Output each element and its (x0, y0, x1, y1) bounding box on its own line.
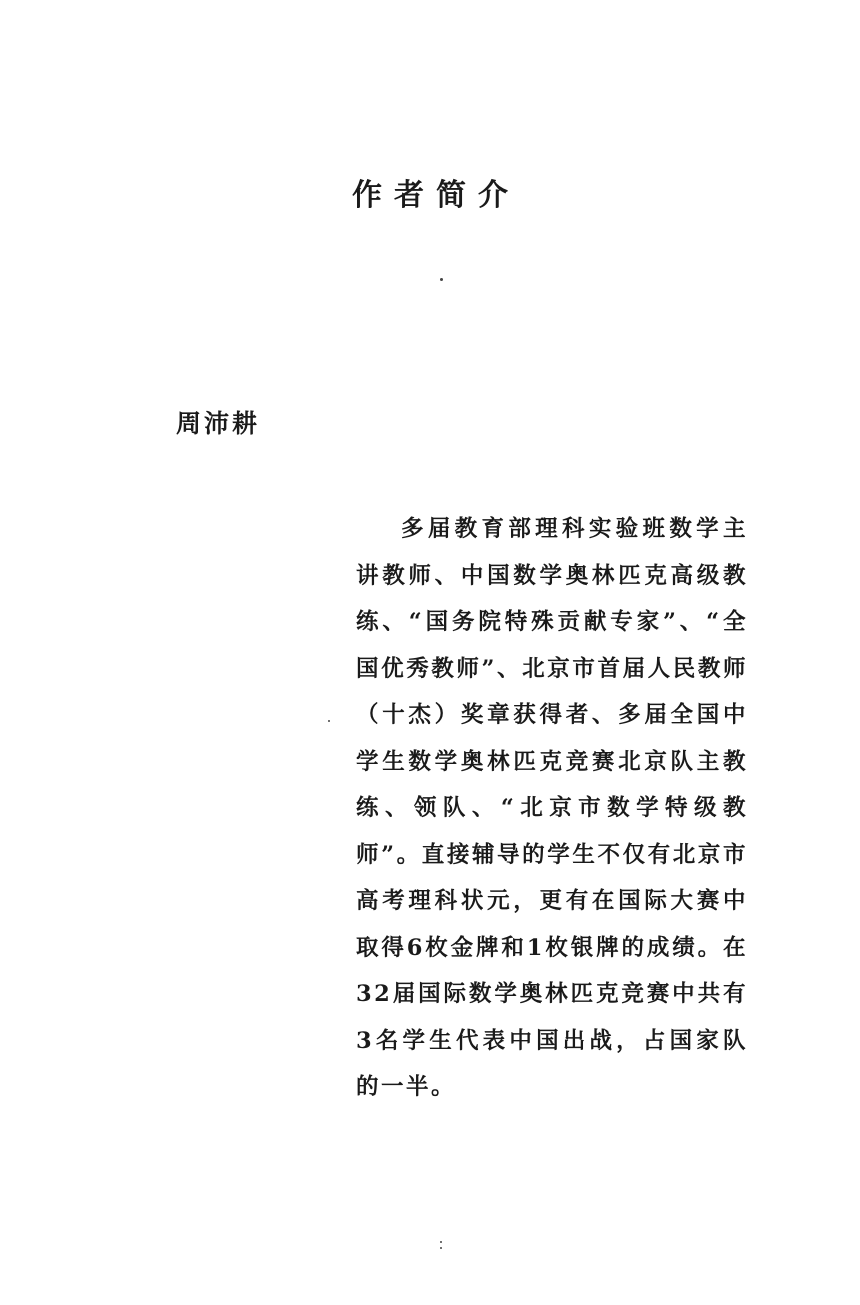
author-bio-paragraph: 多届教育部理科实验班数学主讲教师、中国数学奥林匹克高级教练、“国务院特殊贡献专家”、“全国优秀教师”、北京市首届人民教师（十杰）奖章获得者、多届全国中学生数学奥林匹克竞赛北京队主教练、领队、“北京市数学特级教师”。直接辅导的学生不仅有北京市高考理科状元，更有在国际大赛中取得6枚金牌和1枚银牌的成绩。在32届国际数学奥林匹克竞赛中共有3名学生代表中国出战，占国家队的一半。 (356, 516, 748, 1100)
scan-speck (440, 278, 443, 281)
scan-speck (328, 720, 330, 722)
author-name: 周沛耕 (176, 409, 261, 438)
scan-speck (440, 1241, 442, 1243)
scan-speck (440, 1247, 442, 1249)
page-title: 作者简介 (352, 178, 520, 213)
